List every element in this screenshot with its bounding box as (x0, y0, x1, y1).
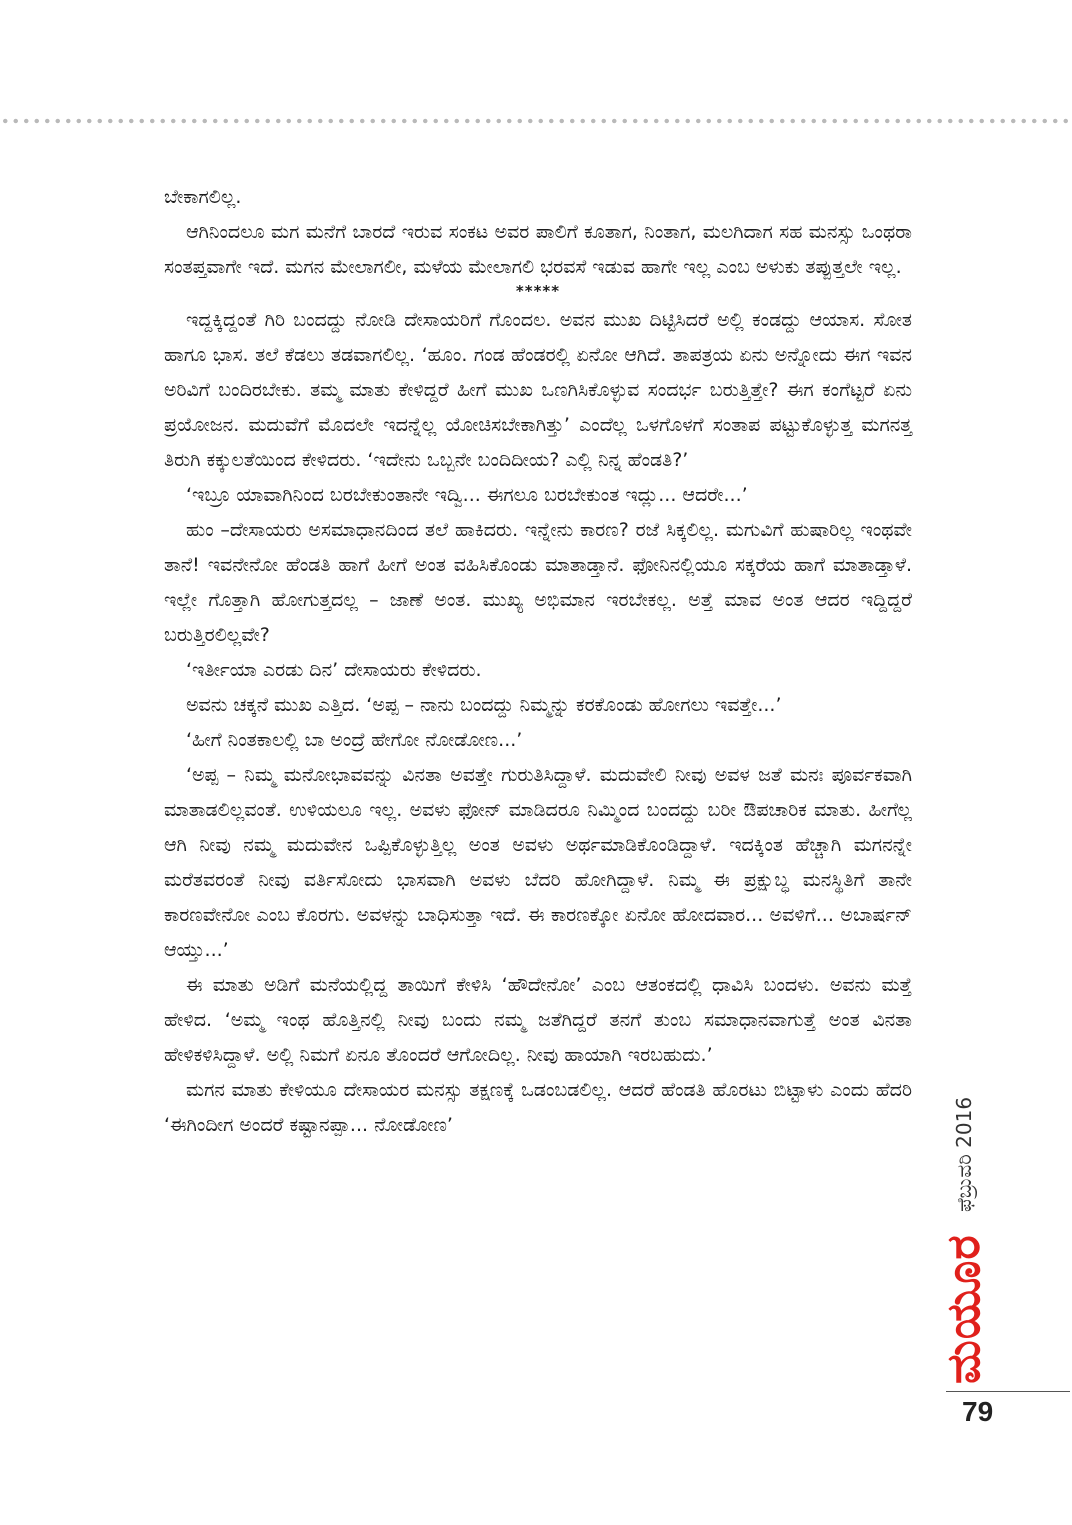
magazine-name: ಮಯೂರ (936, 1234, 990, 1384)
page-number-rule (946, 1391, 1070, 1392)
page-number: 79 (962, 1396, 994, 1427)
dotted-header-rule (0, 118, 1072, 124)
article-body (164, 180, 912, 1143)
section-separator: ***** (515, 282, 561, 300)
paragraph: ಈ ಮಾತು ಅಡಿಗೆ ಮನೆಯಲ್ಲಿದ್ದ ತಾಯಿಗೆ ಕೇಳಿಸಿ ‘ಹೌದೇನೋ’ ಎಂಬ ಆತಂಕದಲ್ಲಿ ಧಾವಿಸಿ ಬಂದಳು. ಅವನು ಮತ್ತೆ ಹೇಳಿದ. ‘ಅಮ್ಮ ಇಂಥ ಹೊತ್ತಿನಲ್ಲಿ ನೀವು ಬಂದು ನಮ್ಮ ಜತೆಗಿದ್ದರೆ ತನಗೆ ತುಂಬ ಸಮಾಧಾನವಾಗುತ್ತೆ ಅಂತ ವಿನತಾ ಹೇಳಿಕಳಿಸಿದ್ದಾಳೆ. ಅಲ್ಲಿ ನಿಮಗೆ ಏನೂ ತೊಂದರೆ ಆಗೋದಿಲ್ಲ. ನೀವು ಹಾಯಾಗಿ ಇರಬಹುದು.’ (164, 974, 912, 1066)
paragraph: ಹುಂ –ದೇಸಾಯರು ಅಸಮಾಧಾನದಿಂದ ತಲೆ ಹಾಕಿದರು. ಇನ್ನೇನು ಕಾರಣ? ರಜೆ ಸಿಕ್ಕಲಿಲ್ಲ. ಮಗುವಿಗೆ ಹುಷಾರಿಲ್ಲ ಇಂಥವೇ ತಾನೆ! ಇವನೇನೋ ಹೆಂಡತಿ ಹಾಗೆ ಹೀಗೆ ಅಂತ ವಹಿಸಿಕೊಂಡು ಮಾತಾಡ್ತಾನೆ. ಫೋನಿನಲ್ಲಿಯೂ ಸಕ್ಕರೆಯ ಹಾಗೆ ಮಾತಾಡ್ತಾಳೆ. ಇಲ್ಲೇ ಗೊತ್ತಾಗಿ ಹೋಗುತ್ತದಲ್ಲ – ಜಾಣೆ ಅಂತ. ಮುಖ್ಯ ಅಭಿಮಾನ ಇರಬೇಕಲ್ಲ. ಅತ್ತೆ ಮಾವ ಅಂತ ಆದರ ಇದ್ದಿದ್ದರೆ ಬರುತ್ತಿರಲಿಲ್ಲವೇ? (164, 519, 912, 646)
paragraph: ಮಗನ ಮಾತು ಕೇಳಿಯೂ ದೇಸಾಯರ ಮನಸ್ಸು ತಕ್ಷಣಕ್ಕೆ ಒಡಂಬಡಲಿಲ್ಲ. ಆದರೆ ಹೆಂಡತಿ ಹೊರಟು ಬಿಟ್ಟಾಳು ಎಂದು ಹೆದರಿ ‘ಈಗಿಂದೀಗ ಅಂದರೆ ಕಷ್ಟಾನಪ್ಪಾ... ನೋಡೋಣ’ (164, 1079, 912, 1136)
paragraph: ‘ಅಪ್ಪ – ನಿಮ್ಮ ಮನೋಭಾವವನ್ನು ವಿನತಾ ಅವತ್ತೇ ಗುರುತಿಸಿದ್ದಾಳೆ. ಮದುವೇಲಿ ನೀವು ಅವಳ ಜತೆ ಮನಃ ಪೂರ್ವಕವಾಗಿ ಮಾತಾಡಲಿಲ್ಲವಂತೆ. ಉಳಿಯಲೂ ಇಲ್ಲ. ಅವಳು ಫೋನ್ ಮಾಡಿದರೂ ನಿಮ್ಮಿಂದ ಬಂದದ್ದು ಬರೀ ಔಪಚಾರಿಕ ಮಾತು. ಹೀಗೆಲ್ಲ ಆಗಿ ನೀವು ನಮ್ಮ ಮದುವೇನ ಒಪ್ಪಿಕೊಳ್ಳುತ್ತಿಲ್ಲ ಅಂತ ಅವಳು ಅರ್ಥಮಾಡಿಕೊಂಡಿದ್ದಾಳೆ. ಇದಕ್ಕಿಂತ ಹೆಚ್ಚಾಗಿ ಮಗನನ್ನೇ ಮರೆತವರಂತೆ ನೀವು ವರ್ತಿಸೋದು ಭಾಸವಾಗಿ ಅವಳು ಬೆದರಿ ಹೋಗಿದ್ದಾಳೆ. ನಿಮ್ಮ ಈ ಪ್ರಕ್ಷುಬ್ಧ ಮನಸ್ಥಿತಿಗೆ ತಾನೇ ಕಾರಣವೇನೋ ಎಂಬ ಕೊರಗು. ಅವಳನ್ನು ಬಾಧಿಸುತ್ತಾ ಇದೆ. ಈ ಕಾರಣಕ್ಕೋ ಏನೋ ಹೋದವಾರ... ಅವಳಿಗೆ... ಅಬಾರ್ಷನ್ ಆಯ್ತು...’ (164, 764, 912, 961)
paragraph: ‘ಇರ್ತೀಯಾ ಎರಡು ದಿನ’ ದೇಸಾಯರು ಕೇಳಿದರು. (186, 659, 482, 681)
paragraph: ಇದ್ದಕ್ಕಿದ್ದಂತೆ ಗಿರಿ ಬಂದದ್ದು ನೋಡಿ ದೇಸಾಯರಿಗೆ ಗೊಂದಲ. ಅವನ ಮುಖ ದಿಟ್ಟಿಸಿದರೆ ಅಲ್ಲಿ ಕಂಡದ್ದು ಆಯಾಸ. ಸೋತ ಹಾಗೂ ಭಾಸ. ತಲೆ ಕೆಡಲು ತಡವಾಗಲಿಲ್ಲ. ‘ಹೂಂ. ಗಂಡ ಹೆಂಡರಲ್ಲಿ ಏನೋ ಆಗಿದೆ. ತಾಪತ್ರಯ ಏನು ಅನ್ನೋದು ಈಗ ಇವನ ಅರಿವಿಗೆ ಬಂದಿರಬೇಕು. ತಮ್ಮ ಮಾತು ಕೇಳಿದ್ದರೆ ಹೀಗೆ ಮುಖ ಒಣಗಿಸಿಕೊಳ್ಳುವ ಸಂದರ್ಭ ಬರುತ್ತಿತ್ತೇ? ಈಗ ಕಂಗೆಟ್ಟರೆ ಏನು ಪ್ರಯೋಜನ. ಮದುವೆಗೆ ಮೊದಲೇ ಇದನ್ನೆಲ್ಲ ಯೋಚಿಸಬೇಕಾಗಿತ್ತು’ ಎಂದೆಲ್ಲ ಒಳಗೊಳಗೆ ಸಂತಾಪ ಪಟ್ಟುಕೊಳ್ಳುತ್ತ ಮಗನತ್ತ ತಿರುಗಿ ಕಕ್ಕುಲತೆಯಿಂದ ಕೇಳಿದರು. ‘ಇದೇನು ಒಬ್ಬನೇ ಬಂದಿದೀಯ? ಎಲ್ಲಿ ನಿನ್ನ ಹೆಂಡತಿ?’ (164, 309, 912, 471)
paragraph: ಅವನು ಚಕ್ಕನೆ ಮುಖ ಎತ್ತಿದ. ‘ಅಪ್ಪ – ನಾನು ಬಂದದ್ದು ನಿಮ್ಮನ್ನು ಕರಕೊಂಡು ಹೋಗಲು ಇವತ್ತೇ...’ (186, 694, 782, 716)
paragraph: ಆಗಿನಿಂದಲೂ ಮಗ ಮನೆಗೆ ಬಾರದೆ ಇರುವ ಸಂಕಟ ಅವರ ಪಾಲಿಗೆ ಕೂತಾಗ, ನಿಂತಾಗ, ಮಲಗಿದಾಗ ಸಹ ಮನಸ್ಸು ಒಂಥರಾ ಸಂತಪ್ತವಾಗೇ ಇದೆ. ಮಗನ ಮೇಲಾಗಲೀ, ಮಳೆಯ ಮೇಲಾಗಲಿ ಭರವಸೆ ಇಡುವ ಹಾಗೇ ಇಲ್ಲ ಎಂಬ ಅಳುಕು ತಪ್ಪುತ್ತಲೇ ಇಲ್ಲ. (164, 221, 912, 278)
paragraph: ಬೇಕಾಗಲಿಲ್ಲ. (164, 186, 242, 208)
issue-date: ಫೆಬ್ರುವರಿ 2016 (952, 1096, 976, 1212)
paragraph: ‘ಹೀಗೆ ನಿಂತಕಾಲಲ್ಲಿ ಬಾ ಅಂದ್ರೆ ಹೇಗೋ ನೋಡೋಣ...’ (186, 729, 523, 751)
paragraph: ‘ಇಬ್ರೂ ಯಾವಾಗಿನಿಂದ ಬರಬೇಕುಂತಾನೇ ಇದ್ವಿ... ಈಗಲೂ ಬರಬೇಕುಂತ ಇದ್ಲು... ಆದರೇ...’ (186, 484, 748, 506)
